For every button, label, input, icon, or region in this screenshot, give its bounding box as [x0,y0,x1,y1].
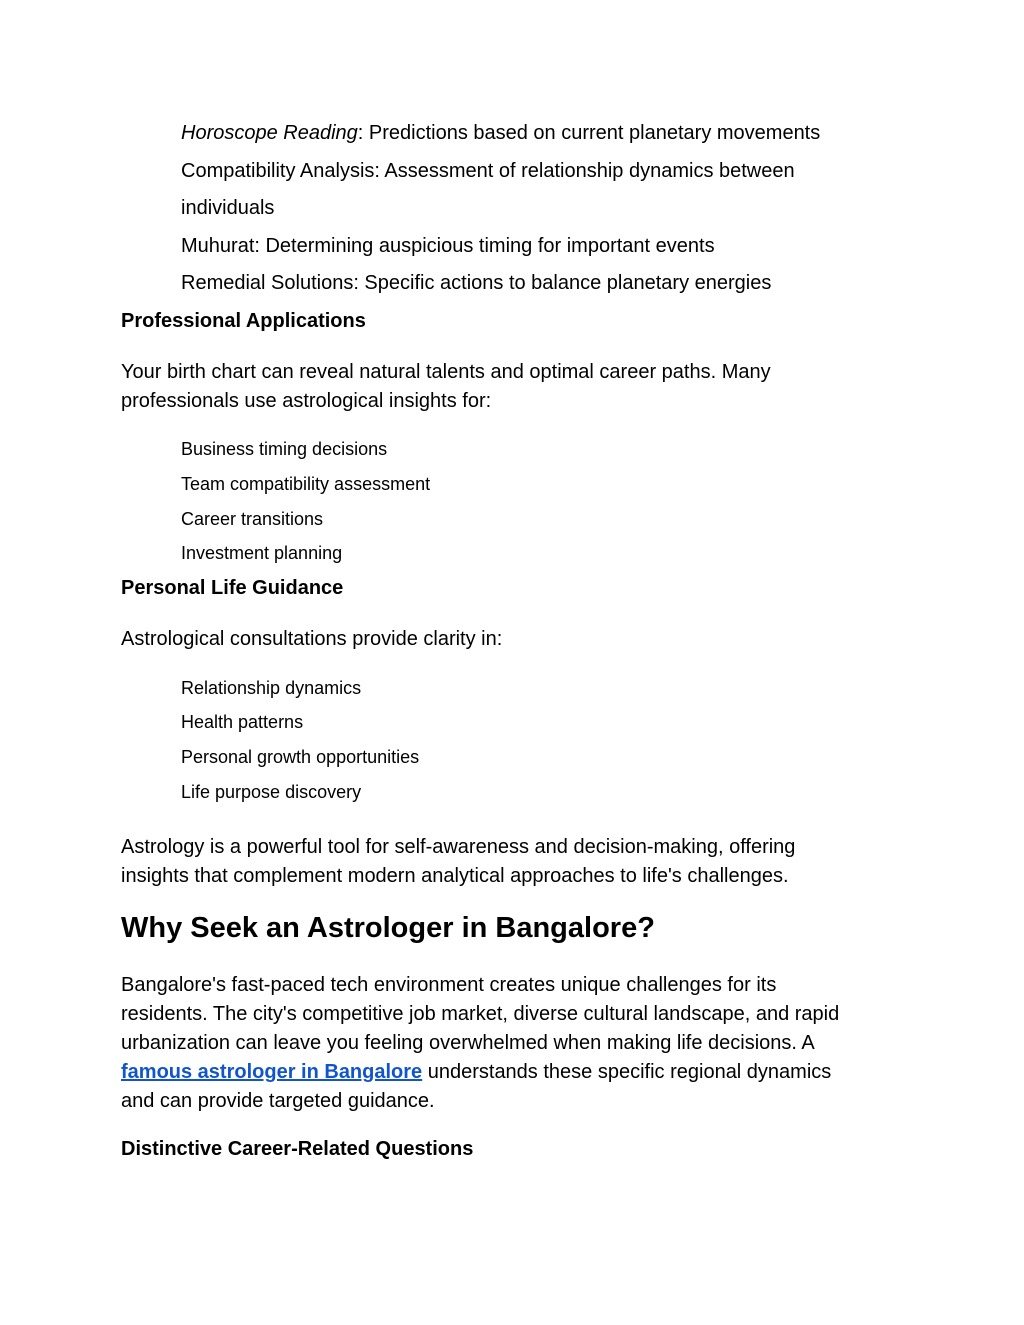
summary-paragraph [121,833,921,891]
professional-paragraph-line2: professionals use astrological insights for: [121,390,492,412]
professional-item: Career transitions [181,509,324,529]
famous-astrologer-link[interactable]: famous astrologer in Bangalore [121,1061,423,1083]
list-item-compatibility-line1: Compatibility Analysis: Assessment of relationship dynamics between [181,160,795,182]
professional-paragraph-line1: Your birth chart can reveal natural talents and optimal career paths. Many [121,361,771,383]
list-item-compatibility-line2: individuals [181,197,275,219]
professional-item: Business timing decisions [181,439,388,459]
professional-paragraph [121,358,921,416]
personal-item: Personal growth opportunities [181,747,420,767]
professional-item: Team compatibility assessment [181,474,431,494]
term-horoscope-reading: Horoscope Reading [181,122,358,144]
list-item-horoscope [181,121,820,145]
heading-career-questions: Distinctive Career-Related Questions [121,1138,474,1160]
horoscope-description: : Predictions based on current planetary movements [357,122,821,144]
professional-item: Investment planning [181,543,343,563]
summary-line2: insights that complement modern analytical approaches to life's challenges. [121,865,789,887]
why-line4 [121,1058,921,1087]
list-item-remedial: Remedial Solutions: Specific actions to balance planetary energies [181,272,772,294]
why-paragraph [121,971,921,1116]
personal-item: Life purpose discovery [181,782,362,802]
why-line2: residents. The city's competitive job market, diverse cultural landscape, and rapid [121,1003,840,1025]
personal-paragraph: Astrological consultations provide clarity in: [121,628,503,650]
summary-line1: Astrology is a powerful tool for self-awareness and decision-making, offering [121,836,796,858]
personal-item: Relationship dynamics [181,678,362,698]
personal-item: Health patterns [181,712,304,732]
why-line1: Bangalore's fast-paced tech environment creates unique challenges for its [121,974,777,996]
heading-professional-applications: Professional Applications [121,310,366,332]
why-line3: urbanization can leave you feeling overwhelmed when making life decisions. A [121,1032,815,1054]
list-item-muhurat: Muhurat: Determining auspicious timing for important events [181,235,715,257]
section-title-why-seek: Why Seek an Astrologer in Bangalore? [121,912,655,944]
why-line5: and can provide targeted guidance. [121,1090,435,1112]
heading-personal-life-guidance: Personal Life Guidance [121,577,344,599]
why-line4-rest: understands these specific regional dynamics [422,1061,832,1083]
